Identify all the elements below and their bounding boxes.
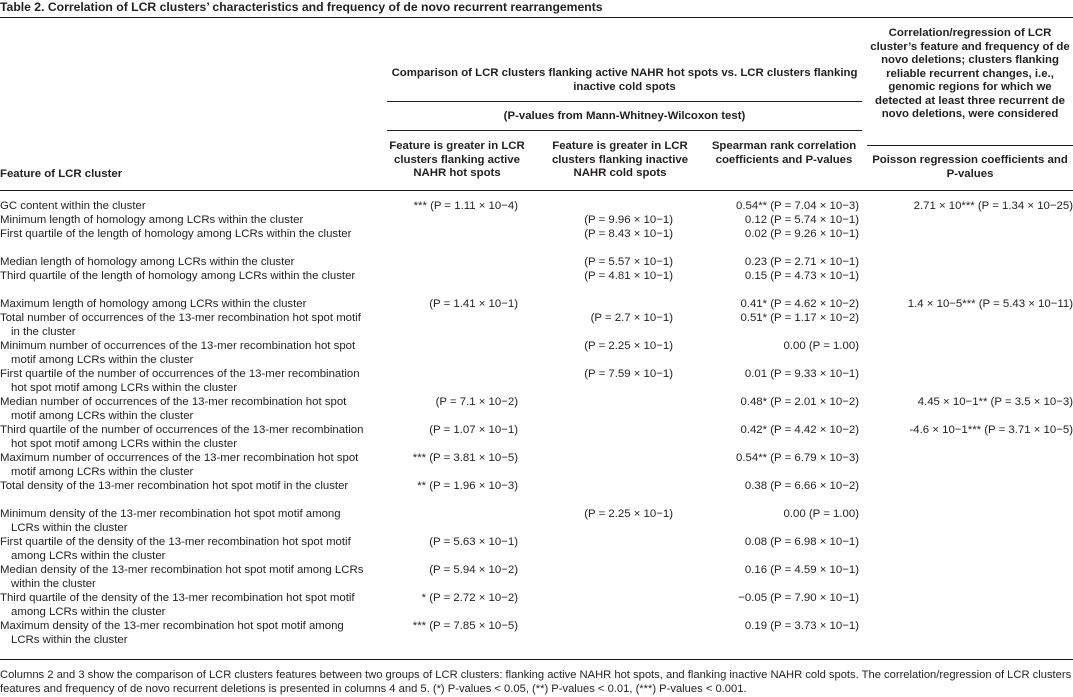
feature-cell: First quartile of the density of the 13-mer recombination hot spot motif among LCRs within the cluster <box>0 536 351 562</box>
cold-spots-cell: (P = 2.25 × 10−1) <box>584 340 673 352</box>
cold-spots-cell: (P = 4.81 × 10−1) <box>584 270 673 282</box>
feature-column-header: Feature of LCR cluster <box>0 168 123 180</box>
table-row <box>0 368 1073 396</box>
feature-cell: First quartile of the number of occurrences of the 13-mer recombination hot spot motif among LCRs within the cluster <box>0 368 360 394</box>
poisson-cell: 4.45 × 10−1** (P = 3.5 × 10−3) <box>917 396 1073 408</box>
spearman-cell: 0.19 (P = 3.73 × 10−1) <box>744 620 859 632</box>
hot-spots-cell: (P = 7.1 × 10−2) <box>435 396 518 408</box>
hot-spots-cell: (P = 1.07 × 10−1) <box>429 424 518 436</box>
hot-spots-cell: (P = 1.41 × 10−1) <box>429 298 518 310</box>
table-footnote: Columns 2 and 3 show the comparison of LCR clusters features between two groups of LCR clusters: flanking active NAHR hot spots, and flanking inactive NAHR cold spots. The correlation/regression of LCR clusters features and frequency of de novo recurrent deletions is presented in columns 4 and 5. (*) P-values < 0.05, (**) P-values < 0.01, (***) P-values < 0.001. <box>0 669 1072 695</box>
feature-cell: GC content within the cluster <box>0 200 146 212</box>
spearman-cell: 0.48* (P = 2.01 × 10−2) <box>740 396 859 408</box>
spearman-cell: 0.02 (P = 9.26 × 10−1) <box>744 228 859 240</box>
table-row <box>0 270 1073 298</box>
hot-spots-cell: *** (P = 3.81 × 10−5) <box>412 452 518 464</box>
cold-spots-cell: (P = 2.25 × 10−1) <box>584 508 673 520</box>
regression-group-rule <box>867 145 1073 146</box>
spearman-cell: 0.16 (P = 4.59 × 10−1) <box>744 564 859 576</box>
spearman-cell: 0.54** (P = 6.79 × 10−3) <box>736 452 859 464</box>
spearman-cell: 0.54** (P = 7.04 × 10−3) <box>736 200 859 212</box>
poisson-cell: 2.71 × 10*** (P = 1.34 × 10−25) <box>913 200 1073 212</box>
spearman-cell: 0.01 (P = 9.33 × 10−1) <box>744 368 859 380</box>
spearman-cell: 0.08 (P = 6.98 × 10−1) <box>744 536 859 548</box>
spearman-column-header: Spearman rank correlation coefficients and P-values <box>711 140 857 166</box>
bottom-rule <box>0 659 1073 660</box>
spearman-cell: 0.42* (P = 4.42 × 10−2) <box>740 424 859 436</box>
hot-spots-cell: * (P = 2.72 × 10−2) <box>421 592 518 604</box>
feature-cell: Third quartile of the density of the 13-mer recombination hot spot motif among LCRs within the cluster <box>0 592 355 618</box>
spearman-cell: 0.00 (P = 1.00) <box>783 508 859 520</box>
table-row <box>0 340 1073 368</box>
poisson-column-header: Poisson regression coefficients and P-values <box>872 154 1068 180</box>
spearman-cell: 0.23 (P = 2.71 × 10−1) <box>744 256 859 268</box>
cold-spots-cell: (P = 7.59 × 10−1) <box>584 368 673 380</box>
feature-cell: Median density of the 13-mer recombination hot spot motif among LCRs within the cluster <box>0 564 364 590</box>
comparison-group-rule <box>387 101 862 102</box>
feature-cell: Total number of occurrences of the 13-mer recombination hot spot motif in the cluster <box>0 312 361 338</box>
feature-cell: Maximum density of the 13-mer recombination hot spot motif among LCRs within the cluster <box>0 620 344 646</box>
feature-cell: Third quartile of the length of homology among LCRs within the cluster <box>0 270 356 282</box>
table-row <box>0 592 1073 620</box>
table-row <box>0 424 1073 452</box>
spearman-cell: 0.38 (P = 6.66 × 10−2) <box>744 480 859 492</box>
cold-spots-cell: (P = 2.7 × 10−1) <box>590 312 673 324</box>
feature-cell: Third quartile of the number of occurrences of the 13-mer recombination hot spot motif among LCRs within the cluster <box>0 424 364 450</box>
feature-cell: Minimum length of homology among LCRs within the cluster <box>0 214 304 226</box>
top-rule <box>0 17 1073 18</box>
table-row <box>0 620 1073 648</box>
table-row <box>0 508 1073 536</box>
feature-cell: Maximum number of occurrences of the 13-mer recombination hot spot motif among LCRs within the cluster <box>0 452 359 478</box>
table-row <box>0 536 1073 564</box>
hot-spots-cell: (P = 5.94 × 10−2) <box>429 564 518 576</box>
feature-cell: Maximum length of homology among LCRs within the cluster <box>0 298 307 310</box>
feature-cell: First quartile of the length of homology among LCRs within the cluster <box>0 228 352 240</box>
test-subheader-rule <box>387 130 862 131</box>
hot-spots-cell: ** (P = 1.96 × 10−3) <box>417 480 518 492</box>
hot-spots-cell: *** (P = 7.85 × 10−5) <box>412 620 518 632</box>
spearman-cell: 0.12 (P = 5.74 × 10−1) <box>744 214 859 226</box>
table-row <box>0 452 1073 480</box>
table-caption: Table 2. Correlation of LCR clusters’ characteristics and frequency of de novo recurrent rearrangements <box>0 0 603 14</box>
table-row <box>0 396 1073 424</box>
test-subheader: (P-values from Mann-Whitney-Wilcoxon test) <box>503 110 746 122</box>
feature-cell: Median length of homology among LCRs within the cluster <box>0 256 295 268</box>
spearman-cell: 0.51* (P = 1.17 × 10−2) <box>740 312 859 324</box>
poisson-cell: -4.6 × 10−1*** (P = 3.71 × 10−5) <box>909 424 1073 436</box>
feature-cell: Total density of the 13-mer recombination hot spot motif in the cluster <box>0 480 349 492</box>
header-bottom-rule <box>0 190 1073 191</box>
cold-spots-column-header: Feature is greater in LCR clusters flanking inactive NAHR cold spots <box>551 140 689 179</box>
cold-spots-cell: (P = 5.57 × 10−1) <box>584 256 673 268</box>
spearman-cell: 0.15 (P = 4.73 × 10−1) <box>744 270 859 282</box>
feature-cell: Minimum density of the 13-mer recombination hot spot motif among LCRs within the cluster <box>0 508 341 534</box>
spearman-cell: −0.05 (P = 7.90 × 10−1) <box>738 592 859 604</box>
cold-spots-cell: (P = 8.43 × 10−1) <box>584 228 673 240</box>
table-row <box>0 312 1073 340</box>
table-row <box>0 564 1073 592</box>
feature-cell: Median number of occurrences of the 13-mer recombination hot spot motif among LCRs within the cluster <box>0 396 347 422</box>
comparison-group-header: Comparison of LCR clusters flanking active NAHR hot spots vs. LCR clusters flanking inactive cold spots <box>391 67 858 93</box>
feature-cell: Minimum number of occurrences of the 13-mer recombination hot spot motif among LCRs within the cluster <box>0 340 356 366</box>
regression-group-header: Correlation/regression of LCR cluster’s feature and frequency of de novo deletions; clusters flanking reliable recurrent changes, i.e., genomic regions for which we detected at least three recurrent de novo deletions, were considered <box>870 27 1070 120</box>
table-row <box>0 228 1073 256</box>
table-row <box>0 480 1073 508</box>
spearman-cell: 0.00 (P = 1.00) <box>783 340 859 352</box>
hot-spots-cell: (P = 5.63 × 10−1) <box>429 536 518 548</box>
spearman-cell: 0.41* (P = 4.62 × 10−2) <box>740 298 859 310</box>
poisson-cell: 1.4 × 10−5*** (P = 5.43 × 10−11) <box>907 298 1073 310</box>
hot-spots-cell: *** (P = 1.11 × 10−4) <box>413 200 518 212</box>
hot-spots-column-header: Feature is greater in LCR clusters flanking active NAHR hot spots <box>389 140 525 179</box>
cold-spots-cell: (P = 9.96 × 10−1) <box>584 214 673 226</box>
